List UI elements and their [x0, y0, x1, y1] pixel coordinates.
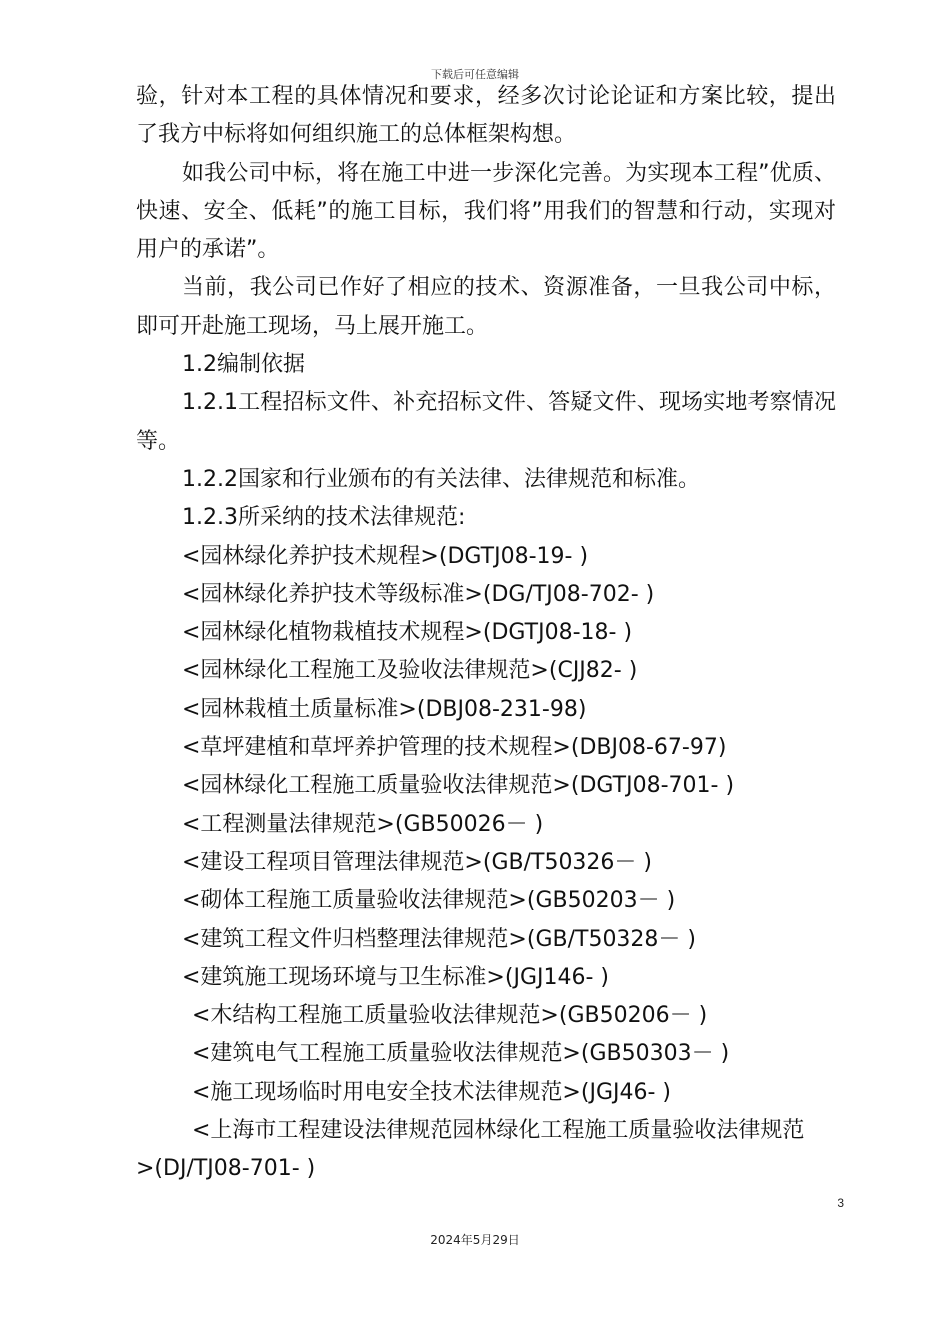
standard-item: <园林绿化养护技术等级标准>(DG/TJ08-702- ) — [182, 581, 655, 607]
item-1-2-2: 1.2.2国家和行业颁布的有关法律、法律规范和标准。 — [182, 466, 700, 492]
standard-item: <砌体工程施工质量验收法律规范>(GB50203－ ) — [182, 888, 676, 914]
footer-date: 2024年5月29日 — [430, 1233, 520, 1247]
standard-item: <施工现场临时用电安全技术法律规范>(JGJ46- ) — [192, 1079, 671, 1105]
standard-item: <园林绿化工程施工及验收法律规范>(CJJ82- ) — [182, 658, 638, 684]
standard-item: <建筑工程文件归档整理法律规范>(GB/T50328－ ) — [182, 926, 697, 952]
standard-item: <建设工程项目管理法律规范>(GB/T50326－ ) — [182, 849, 653, 875]
item-1-2-1: 1.2.1工程招标文件、补充招标文件、答疑文件、现场实地考察情况等。 — [136, 390, 836, 454]
standard-item: <园林绿化工程施工质量验收法律规范>(DGTJ08-701- ) — [182, 773, 735, 799]
header-note: 下载后可任意编辑 — [431, 68, 519, 81]
paragraph-readiness: 当前，我公司已作好了相应的技术、资源准备，一旦我公司中标，即可开赴施工现场，马上展开施工。 — [136, 275, 836, 339]
paragraph-commitment: 如我公司中标，将在施工中进一步深化完善。为实现本工程”优质、快速、安全、低耗”的施工目标，我们将”用我们的智慧和行动，实现对用户的承诺”。 — [136, 160, 836, 263]
paragraph-intro-continued: 验，针对本工程的具体情况和要求，经多次讨论论证和方案比较，提出了我方中标将如何组织施工的总体框架构想。 — [136, 84, 836, 148]
page-number: 3 — [837, 1196, 844, 1210]
standard-item: <工程测量法律规范>(GB50026－ ) — [182, 811, 544, 837]
standard-item: <园林绿化植物栽植技术规程>(DGTJ08-18- ) — [182, 620, 633, 646]
standard-item-last: <上海市工程建设法律规范园林绿化工程施工质量验收法律规范 — [192, 1118, 805, 1144]
standard-item: <木结构工程施工质量验收法律规范>(GB50206－ ) — [192, 1003, 708, 1029]
standard-item: <建筑电气工程施工质量验收法律规范>(GB50303－ ) — [192, 1041, 730, 1067]
section-heading-1-2: 1.2编制依据 — [182, 352, 305, 378]
standard-item: <建筑施工现场环境与卫生标准>(JGJ146- ) — [182, 964, 609, 990]
item-1-2-3: 1.2.3所采纳的技术法律规范: — [182, 505, 466, 531]
document-body — [136, 78, 836, 1189]
standard-item: <园林栽植土质量标准>(DBJ08-231-98) — [182, 696, 587, 722]
standard-item: <草坪建植和草坪养护管理的技术规程>(DBJ08-67-97) — [182, 735, 727, 761]
standard-item: <园林绿化养护技术规程>(DGTJ08-19- ) — [182, 543, 589, 569]
standard-item-last-continued: >(DJ/TJ08-701- ) — [136, 1156, 316, 1182]
